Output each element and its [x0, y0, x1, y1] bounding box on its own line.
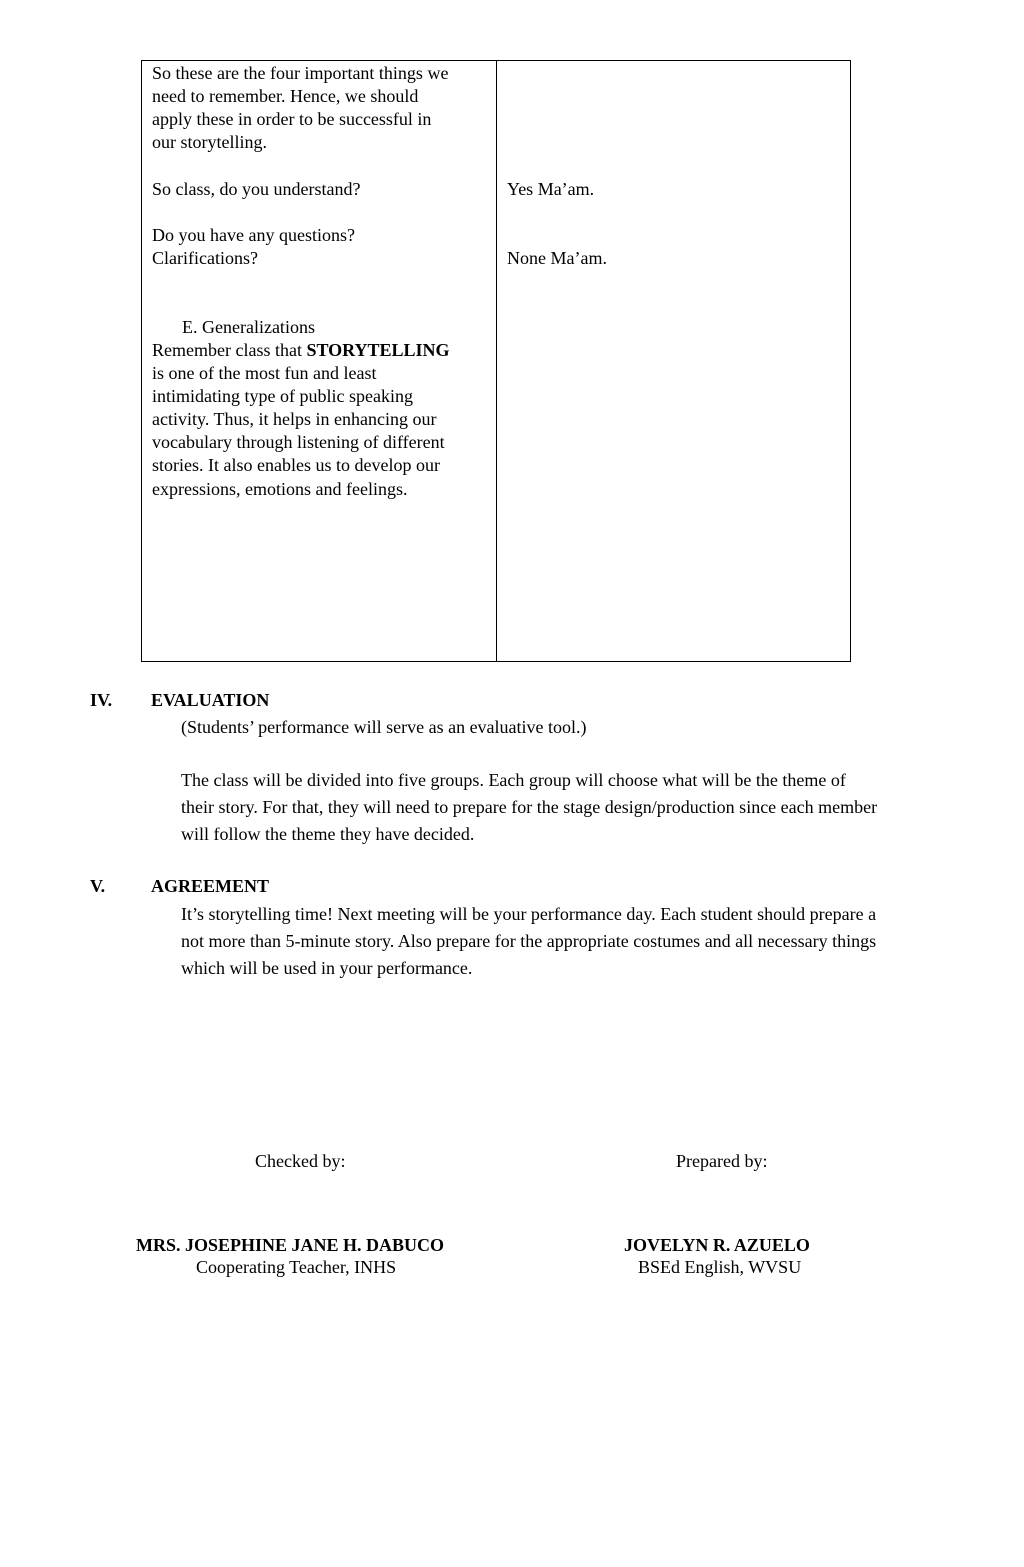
- checker-name: MRS. JOSEPHINE JANE H. DABUCO: [136, 1235, 445, 1255]
- generalizations-heading: E. Generalizations: [182, 317, 315, 337]
- paragraph-line: their story. For that, they will need to prepare for the stage design/production since each member: [181, 797, 878, 817]
- storytelling-emphasis: STORYTELLING: [306, 340, 450, 360]
- evaluation-paragraph: [181, 767, 1024, 848]
- section-numeral-iv: IV.: [90, 690, 113, 710]
- table-text-line: So these are the four important things we: [152, 63, 449, 83]
- paragraph-line: It’s storytelling time! Next meeting will be your performance day. Each student should prepare a: [181, 904, 877, 924]
- table-text-line: need to remember. Hence, we should: [152, 86, 419, 106]
- prepared-by-label: Prepared by:: [676, 1151, 768, 1171]
- agreement-paragraph: [181, 901, 1024, 982]
- evaluation-note: (Students’ performance will serve as an evaluative tool.): [181, 717, 587, 737]
- table-text-line: stories. It also enables us to develop our: [152, 455, 440, 475]
- paragraph-line: will follow the theme they have decided.: [181, 824, 475, 844]
- checked-by-label: Checked by:: [255, 1151, 346, 1171]
- paragraph-line: which will be used in your performance.: [181, 958, 473, 978]
- teacher-question: Clarifications?: [152, 248, 258, 268]
- preparer-title: BSEd English, WVSU: [638, 1257, 802, 1277]
- section-numeral-v: V.: [90, 876, 106, 896]
- teacher-activity-cell: [142, 61, 496, 661]
- table-text-line: activity. Thus, it helps in enhancing our: [152, 409, 437, 429]
- table-text-line: [152, 339, 450, 362]
- student-answer: None Ma’am.: [507, 248, 607, 268]
- table-text-line: apply these in order to be successful in: [152, 109, 432, 129]
- agreement-heading: AGREEMENT: [151, 876, 270, 896]
- preparer-name: JOVELYN R. AZUELO: [624, 1235, 810, 1255]
- evaluation-heading: EVALUATION: [151, 690, 270, 710]
- paragraph-line: The class will be divided into five groups. Each group will choose what will be the theme of: [181, 770, 846, 790]
- table-text-line: vocabulary through listening of different: [152, 432, 445, 452]
- student-answer: Yes Ma’am.: [507, 179, 595, 199]
- lesson-table: [141, 60, 851, 662]
- table-text-line: is one of the most fun and least: [152, 363, 377, 383]
- teacher-question: So class, do you understand?: [152, 179, 361, 199]
- text-span: Remember class that: [152, 340, 307, 360]
- table-text-line: intimidating type of public speaking: [152, 386, 413, 406]
- teacher-question: Do you have any questions?: [152, 225, 355, 245]
- student-activity-cell: [497, 61, 850, 661]
- checker-title: Cooperating Teacher, INHS: [196, 1257, 397, 1277]
- table-text-line: expressions, emotions and feelings.: [152, 479, 408, 499]
- paragraph-line: not more than 5-minute story. Also prepare for the appropriate costumes and all necessary things: [181, 931, 877, 951]
- table-text-line: our storytelling.: [152, 132, 267, 152]
